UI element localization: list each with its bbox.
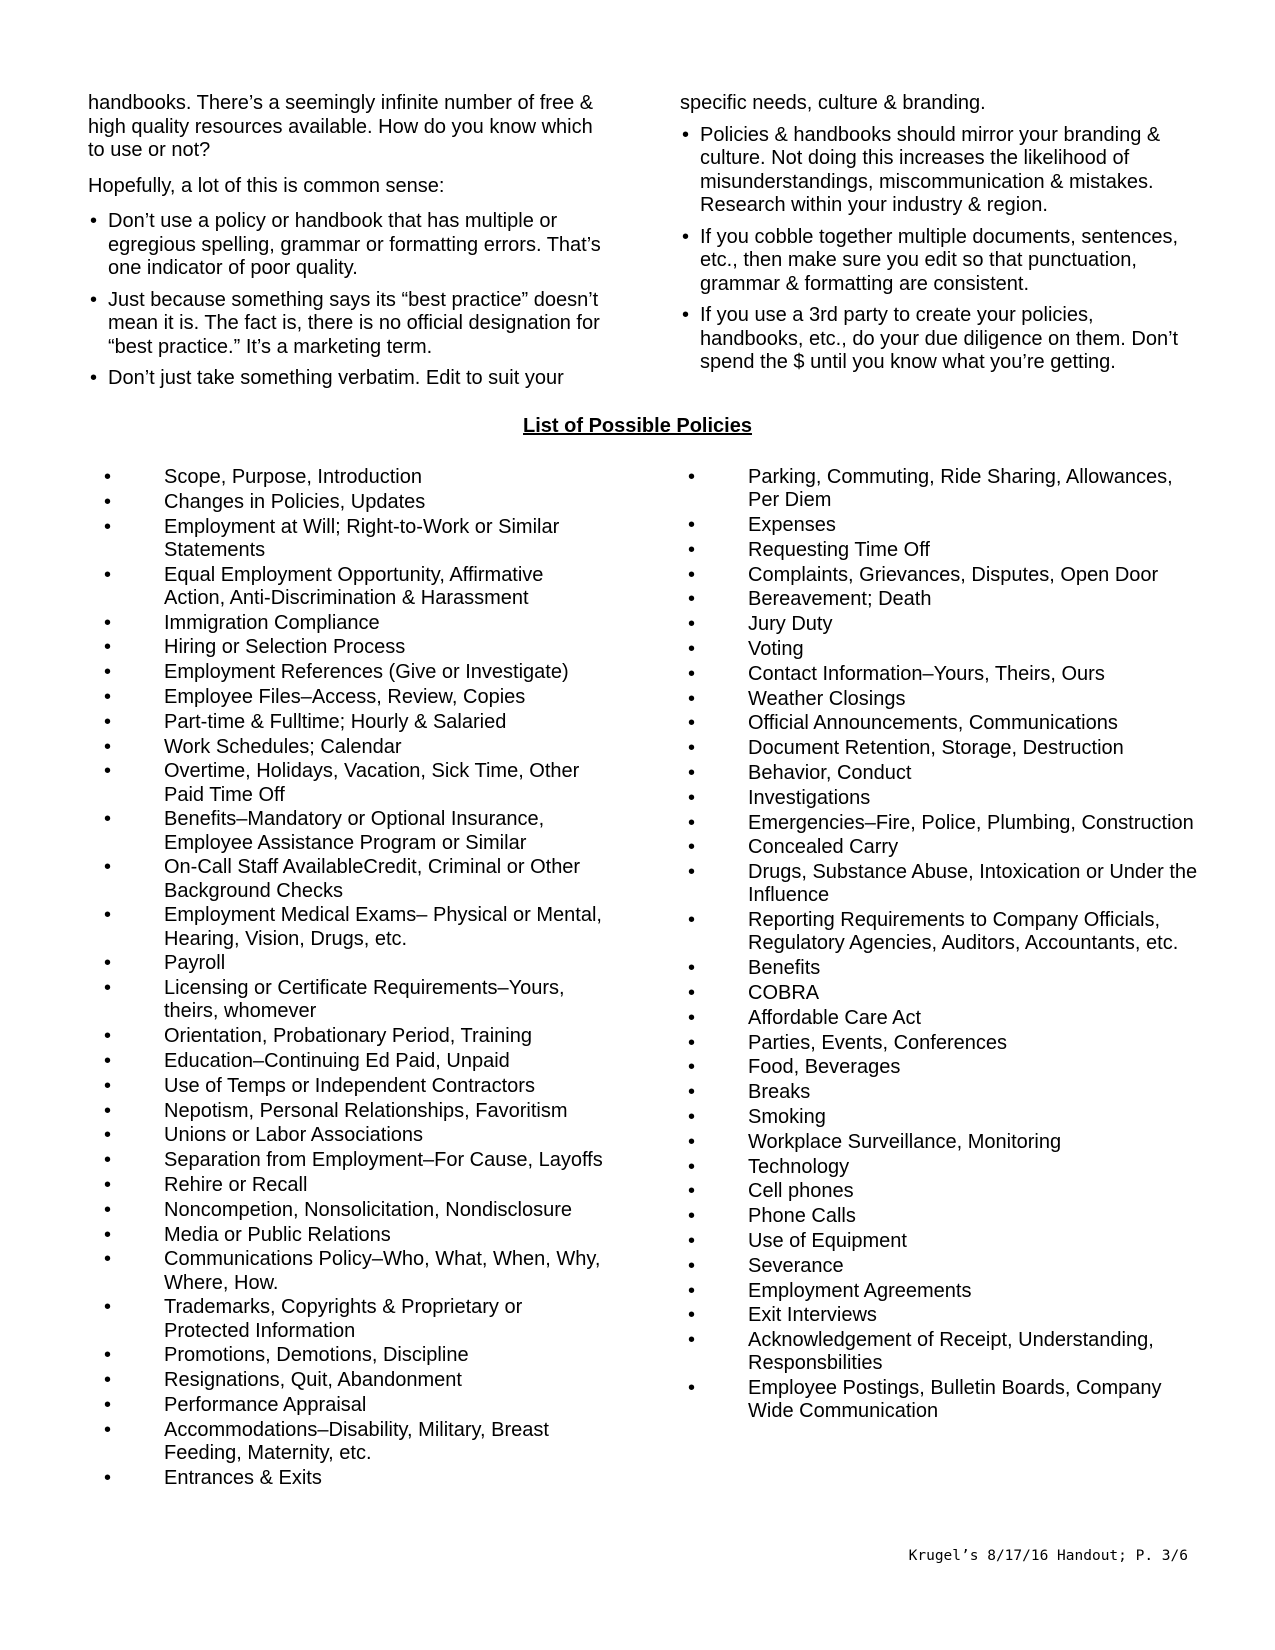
bullet-icon: • (688, 1254, 696, 1277)
policy-item-text: Jury Duty (748, 613, 833, 636)
policy-item (688, 836, 1198, 859)
policy-item (104, 1224, 604, 1247)
policy-list (104, 466, 604, 1490)
intro-left-column (88, 92, 603, 399)
policy-item (688, 712, 1198, 735)
policy-item-text: Employment Agreements (748, 1279, 972, 1302)
bullet-icon: • (688, 1056, 696, 1079)
policy-item-text: Education–Continuing Ed Paid, Unpaid (164, 1049, 510, 1072)
policy-item-text: Official Announcements, Communications (748, 712, 1118, 735)
bullet-icon: • (688, 1180, 696, 1203)
policy-item (688, 1106, 1198, 1129)
policy-item-text: Weather Closings (748, 687, 906, 710)
intro-paragraph: specific needs, culture & branding. (680, 92, 986, 114)
policy-item (104, 1199, 604, 1222)
policy-item-text: Part-time & Fulltime; Hourly & Salaried (164, 710, 507, 733)
policy-item-text: Trademarks, Copyrights & Proprietary or Protected Information (164, 1296, 523, 1342)
bullet-icon: • (688, 1279, 696, 1302)
policy-item (104, 904, 604, 950)
policy-item (104, 564, 604, 610)
policy-item (104, 466, 604, 489)
intro-bullet-item (680, 304, 1200, 375)
policy-item (688, 812, 1198, 835)
bullet-icon: • (688, 687, 696, 710)
intro-paragraph: Hopefully, a lot of this is common sense: (88, 174, 445, 197)
bullet-icon: • (688, 1130, 696, 1153)
policy-item-text: Drugs, Substance Abuse, Intoxication or Under the Influence (748, 861, 1198, 907)
policy-item (688, 982, 1198, 1005)
bullet-icon: • (104, 515, 112, 538)
policy-item (688, 1180, 1198, 1203)
policy-item (688, 539, 1198, 562)
policy-item-text: Media or Public Relations (164, 1223, 391, 1246)
policy-item (104, 977, 604, 1023)
policy-item-text: Work Schedules; Calendar (164, 735, 402, 758)
policy-item (688, 1280, 1198, 1303)
policy-item (688, 1007, 1198, 1030)
policy-item (104, 661, 604, 684)
bullet-icon: • (104, 1049, 112, 1072)
policy-item (688, 663, 1198, 686)
policy-item (688, 564, 1198, 587)
policy-item (688, 1230, 1198, 1253)
bullet-icon: • (688, 1006, 696, 1029)
bullet-icon: • (104, 636, 112, 659)
policy-item (688, 957, 1198, 980)
policy-item-text: Equal Employment Opportunity, Affirmative Action, Anti-Discrimination & Harassment (164, 563, 544, 609)
policy-item (104, 612, 604, 635)
bullet-icon: • (104, 611, 112, 634)
bullet-icon: • (688, 1377, 696, 1400)
policies-right-column (688, 466, 1198, 1425)
policy-item (688, 1205, 1198, 1228)
intro-bullet-item-text: Don’t use a policy or handbook that has multiple or egregious spelling, grammar or formatting errors. That’s one indicator of poor quality. (108, 210, 601, 279)
bullet-icon: • (688, 563, 696, 586)
policy-item (104, 491, 604, 514)
intro-bullet-item-text: Don’t just take something verbatim. Edit to suit your (108, 367, 564, 389)
intro-bullet-item (88, 210, 603, 281)
bullet-icon: • (104, 1296, 112, 1319)
policy-item (688, 787, 1198, 810)
policy-item-text: Entrances & Exits (164, 1466, 322, 1489)
bullet-icon: • (682, 123, 690, 146)
policy-item (104, 1467, 604, 1490)
intro-bullet-item-text: Policies & handbooks should mirror your branding & culture. Not doing this increases the likelihood of misunderstandings, miscommunication & mistakes. Research within your industry & region. (700, 123, 1161, 216)
policy-item-text: Employee Files–Access, Review, Copies (164, 685, 526, 708)
bullet-icon: • (688, 1304, 696, 1327)
policy-item-text: Technology (748, 1155, 850, 1178)
bullet-icon: • (104, 856, 112, 879)
bullet-icon: • (688, 1205, 696, 1228)
policy-item-text: Use of Temps or Independent Contractors (164, 1074, 535, 1097)
policy-item (688, 1131, 1198, 1154)
bullet-icon: • (104, 1223, 112, 1246)
policy-item (104, 1149, 604, 1172)
bullet-icon: • (688, 1155, 696, 1178)
bullet-icon: • (104, 760, 112, 783)
bullet-icon: • (90, 367, 98, 389)
bullet-icon: • (104, 1074, 112, 1097)
bullet-icon: • (104, 1124, 112, 1147)
policy-item-text: Expenses (748, 514, 836, 536)
bullet-icon: • (688, 466, 696, 488)
policy-item-text: Exit Interviews (748, 1304, 877, 1327)
policy-item-text: Reporting Requirements to Company Officials, Regulatory Agencies, Auditors, Accountants, etc. (748, 909, 1179, 955)
policy-item-text: Payroll (164, 952, 226, 975)
bullet-icon: • (688, 957, 696, 980)
intro-bullet-item-text: If you cobble together multiple documents, sentences, etc., then make sure you edit so that punctuation, grammar & formatting are consistent. (700, 225, 1179, 295)
intro-paragraph: handbooks. There’s a seemingly infinite number of free & high quality resources available. How do you know which to use or not? (88, 92, 594, 161)
bullet-icon: • (104, 952, 112, 975)
policy-item (104, 1394, 604, 1417)
bullet-icon: • (682, 225, 690, 248)
bullet-icon: • (104, 466, 112, 488)
policy-item (104, 760, 604, 806)
bullet-icon: • (688, 662, 696, 685)
policy-item-text: Resignations, Quit, Abandonment (164, 1369, 462, 1392)
policy-item-text: Bereavement; Death (748, 588, 932, 611)
policy-item (688, 1056, 1198, 1079)
policy-item (688, 1032, 1198, 1055)
policy-item-text: Investigations (748, 786, 871, 809)
bullet-icon: • (104, 1393, 112, 1416)
bullet-icon: • (104, 1198, 112, 1221)
policy-item (688, 861, 1198, 907)
bullet-icon: • (688, 786, 696, 809)
policy-item-text: Separation from Employment–For Cause, Layoffs (164, 1149, 603, 1172)
bullet-icon: • (104, 1369, 112, 1392)
policy-item-text: Nepotism, Personal Relationships, Favoritism (164, 1099, 568, 1122)
policy-item-text: Communications Policy–Who, What, When, Why, Where, How. (164, 1248, 601, 1294)
bullet-icon: • (104, 1344, 112, 1367)
policy-item-text: Benefits–Mandatory or Optional Insurance, Employee Assistance Program or Similar (164, 808, 545, 854)
policy-item-text: Severance (748, 1254, 844, 1277)
bullet-icon: • (90, 288, 98, 311)
bullet-icon: • (104, 977, 112, 1000)
policy-item (104, 1050, 604, 1073)
bullet-icon: • (688, 909, 696, 932)
bullet-icon: • (104, 904, 112, 927)
policy-item-text: Use of Equipment (748, 1229, 907, 1252)
policy-item-text: Workplace Surveillance, Monitoring (748, 1130, 1062, 1153)
bullet-icon: • (104, 710, 112, 733)
policy-item-text: Benefits (748, 957, 821, 980)
bullet-icon: • (688, 1081, 696, 1104)
policy-item (688, 588, 1198, 611)
bullet-icon: • (90, 210, 98, 232)
bullet-icon: • (104, 1173, 112, 1196)
policy-item-text: Document Retention, Storage, Destruction (748, 737, 1124, 760)
policy-item (104, 686, 604, 709)
policy-item (104, 636, 604, 659)
policy-item-text: Parties, Events, Conferences (748, 1031, 1008, 1054)
policy-item-text: Employee Postings, Bulletin Boards, Company Wide Communication (748, 1377, 1162, 1423)
policy-item (688, 1377, 1198, 1423)
bullet-icon: • (688, 811, 696, 834)
policy-item (104, 808, 604, 854)
policy-item (104, 1124, 604, 1147)
bullet-icon: • (688, 1329, 696, 1352)
policy-item (688, 1156, 1198, 1179)
policy-item (104, 711, 604, 734)
policy-item (688, 1329, 1198, 1375)
bullet-icon: • (688, 1229, 696, 1252)
policy-item (104, 516, 604, 562)
bullet-icon: • (688, 981, 696, 1004)
bullet-icon: • (688, 613, 696, 636)
policy-item (688, 514, 1198, 537)
policy-item (688, 688, 1198, 711)
intro-right-column (680, 92, 1200, 383)
policy-item-text: Employment References (Give or Investigate) (164, 661, 569, 684)
bullet-icon: • (688, 588, 696, 611)
bullet-icon: • (104, 1418, 112, 1441)
bullet-icon: • (104, 1099, 112, 1122)
bullet-icon: • (688, 538, 696, 561)
policies-left-column (104, 466, 604, 1492)
bullet-icon: • (688, 836, 696, 859)
policy-item (104, 952, 604, 975)
bullet-icon: • (688, 637, 696, 660)
policy-item-text: Parking, Commuting, Ride Sharing, Allowances, Per Diem (748, 466, 1173, 512)
policy-item (688, 1081, 1198, 1104)
policy-item-text: Acknowledgement of Receipt, Understanding, Responsbilities (748, 1329, 1154, 1375)
bullet-icon: • (682, 304, 690, 326)
policy-item (104, 1344, 604, 1367)
bullet-icon: • (688, 514, 696, 536)
policy-item-text: Orientation, Probationary Period, Training (164, 1025, 532, 1048)
bullet-icon: • (688, 861, 696, 884)
policy-item (104, 1419, 604, 1465)
bullet-icon: • (688, 1031, 696, 1054)
policy-item (688, 638, 1198, 661)
bullet-icon: • (104, 563, 112, 586)
policy-item-text: Promotions, Demotions, Discipline (164, 1344, 469, 1367)
intro-bullet-item-text: If you use a 3rd party to create your policies, handbooks, etc., do your due diligence on them. Don’t spend the $ until you know what you’re getting. (700, 304, 1179, 373)
policy-item-text: Hiring or Selection Process (164, 636, 406, 659)
policy-item-text: Performance Appraisal (164, 1393, 367, 1416)
bullet-icon: • (104, 685, 112, 708)
policy-item (688, 737, 1198, 760)
policy-item (688, 762, 1198, 785)
policy-item (104, 1369, 604, 1392)
policy-item-text: Overtime, Holidays, Vacation, Sick Time, Other Paid Time Off (164, 760, 580, 806)
policy-item (104, 1075, 604, 1098)
policy-item (104, 1296, 604, 1342)
policy-item-text: Unions or Labor Associations (164, 1124, 424, 1147)
policy-item-text: Food, Beverages (748, 1056, 901, 1079)
policy-item (688, 909, 1198, 955)
policy-item (688, 1304, 1198, 1327)
bullet-icon: • (104, 735, 112, 758)
bullet-icon: • (104, 661, 112, 684)
policy-item (104, 736, 604, 759)
bullet-icon: • (688, 737, 696, 760)
policy-item-text: Changes in Policies, Updates (164, 490, 426, 513)
policy-item-text: Licensing or Certificate Requirements–Yours, theirs, whomever (164, 977, 565, 1023)
policy-item-text: Voting (748, 637, 804, 660)
policy-item-text: Immigration Compliance (164, 611, 380, 634)
policy-item-text: Behavior, Conduct (748, 761, 912, 784)
policy-item-text: On-Call Staff AvailableCredit, Criminal or Other Background Checks (164, 856, 581, 902)
policy-item-text: Cell phones (748, 1180, 854, 1203)
policy-item-text: Phone Calls (748, 1205, 856, 1228)
intro-bullet-item (88, 289, 603, 360)
policy-item-text: Rehire or Recall (164, 1173, 308, 1196)
intro-bullet-list (88, 210, 603, 391)
policy-item (688, 466, 1198, 512)
section-title: List of Possible Policies (523, 415, 752, 437)
policy-item-text: Breaks (748, 1081, 811, 1104)
policy-item (104, 1025, 604, 1048)
policy-item (104, 1100, 604, 1123)
intro-bullet-item (88, 367, 603, 391)
policy-item (104, 1174, 604, 1197)
bullet-icon: • (104, 1149, 112, 1172)
bullet-icon: • (104, 1466, 112, 1489)
bullet-icon: • (688, 761, 696, 784)
bullet-icon: • (688, 712, 696, 735)
policy-item-text: Requesting Time Off (748, 538, 930, 561)
policy-item-text: Affordable Care Act (748, 1006, 922, 1029)
intro-bullet-item-text: Just because something says its “best practice” doesn’t mean it is. The fact is, there is no official designation for “best practice.” It’s a marketing term. (108, 288, 600, 358)
policy-item (688, 613, 1198, 636)
policy-item-text: Scope, Purpose, Introduction (164, 466, 422, 488)
policy-item (688, 1255, 1198, 1278)
bullet-icon: • (104, 1248, 112, 1271)
policy-item-text: Complaints, Grievances, Disputes, Open Door (748, 563, 1159, 586)
policy-item-text: Noncompetion, Nonsolicitation, Nondisclosure (164, 1198, 572, 1221)
policy-item-text: Concealed Carry (748, 836, 899, 859)
bullet-icon: • (688, 1105, 696, 1128)
intro-bullet-item (680, 124, 1200, 218)
intro-bullet-item (680, 226, 1200, 297)
bullet-icon: • (104, 1025, 112, 1048)
policy-item (104, 856, 604, 902)
policy-item-text: Contact Information–Yours, Theirs, Ours (748, 662, 1105, 685)
policy-item (104, 1248, 604, 1294)
policy-item-text: Employment at Will; Right-to-Work or Similar Statements (164, 515, 560, 561)
page-footer: Krugel’s 8/17/16 Handout; P. 3/6 (908, 1548, 1188, 1564)
policy-list (688, 466, 1198, 1424)
policy-item-text: Accommodations–Disability, Military, Breast Feeding, Maternity, etc. (164, 1418, 549, 1464)
bullet-icon: • (104, 490, 112, 513)
intro-bullet-list (680, 124, 1200, 375)
policy-item-text: Emergencies–Fire, Police, Plumbing, Construction (748, 811, 1194, 834)
bullet-icon: • (104, 808, 112, 831)
policy-item-text: COBRA (748, 981, 820, 1004)
policy-item-text: Smoking (748, 1105, 826, 1128)
policy-item-text: Employment Medical Exams– Physical or Mental, Hearing, Vision, Drugs, etc. (164, 904, 602, 950)
